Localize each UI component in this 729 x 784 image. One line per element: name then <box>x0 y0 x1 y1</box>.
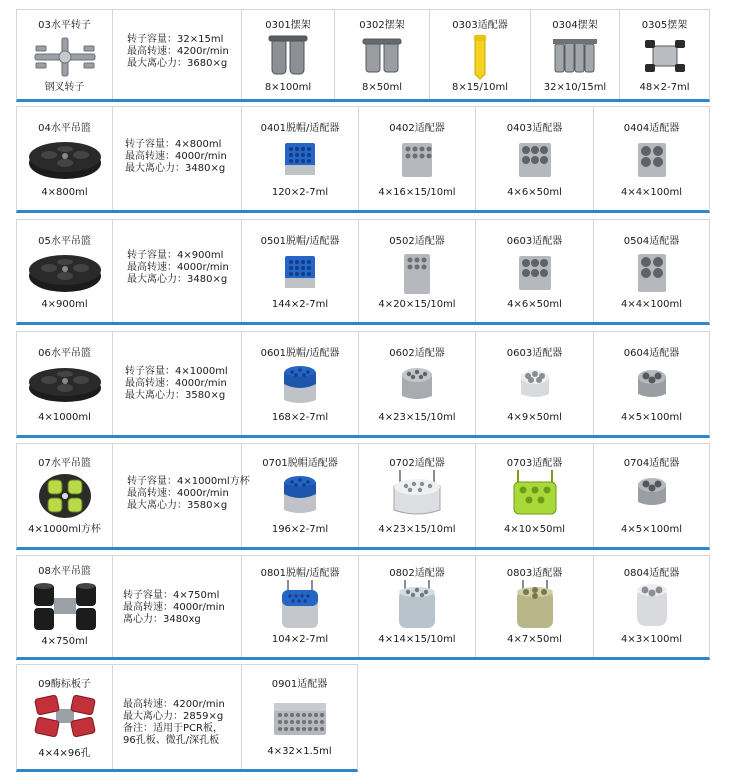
rotor-row-09 <box>16 664 358 772</box>
item-cell <box>359 556 476 657</box>
item-cell <box>620 10 709 99</box>
spec-line: 最大离心力：3480×g <box>125 163 226 174</box>
spec-cell <box>113 107 242 210</box>
item-cell <box>242 332 359 435</box>
basket-rotor-icon <box>27 364 103 404</box>
spec-list <box>127 34 229 70</box>
spec-line: 最高转速：4200r/min <box>123 699 225 710</box>
item-cell <box>594 220 709 322</box>
item-caption: 4×10×50ml <box>503 524 566 535</box>
item-cell <box>594 444 709 547</box>
cross-holder-icon <box>641 34 689 78</box>
blue-rack-icon <box>283 254 317 290</box>
item-cell <box>476 107 594 210</box>
item-caption: 48×2-7ml <box>639 82 690 93</box>
spec-list <box>123 699 225 747</box>
multi-holder-icon <box>551 34 599 78</box>
item-caption: 8×15/10ml <box>451 82 509 93</box>
spec-line: 转子容量：4×1000ml方杯 <box>127 476 250 487</box>
item-caption: 104×2-7ml <box>271 634 329 645</box>
item-caption: 4×4×100ml <box>620 187 683 198</box>
spec-line: 最大离心力：3680×g <box>127 58 228 69</box>
fork-rotor-icon <box>30 34 100 80</box>
grey-block-many-icon <box>402 252 432 296</box>
rotor-caption: 4×1000ml方杯 <box>28 524 101 535</box>
white-pin-block-icon <box>390 468 444 518</box>
grey-block-many-icon <box>400 141 434 179</box>
item-caption: 4×6×50ml <box>507 187 562 198</box>
olive-cylinder-icon <box>513 578 557 632</box>
spec-line: 备注：适用于PCR板， <box>123 723 223 734</box>
blue-round-rack-icon <box>281 364 319 406</box>
item-cell <box>359 220 476 322</box>
item-caption: 8×50ml <box>362 82 402 93</box>
grey-block-four-icon <box>636 252 668 294</box>
item-cell <box>594 556 709 657</box>
item-title: 0502适配器 <box>389 236 445 247</box>
green-block-icon <box>510 468 560 518</box>
item-title: 0501脱帽/适配器 <box>260 236 340 247</box>
item-title: 0603适配器 <box>506 236 563 247</box>
item-title: 0702适配器 <box>389 458 445 469</box>
item-title: 0504适配器 <box>623 236 680 247</box>
item-cell <box>531 10 620 99</box>
rotor-title: 04水平吊篮 <box>38 123 91 134</box>
rotor-row-03 <box>16 9 710 102</box>
grey-round-four-icon <box>636 368 668 400</box>
item-caption: 4×32×1.5ml <box>267 746 332 757</box>
item-cell <box>476 556 594 657</box>
rotor-row-06 <box>16 331 710 438</box>
item-cell <box>359 444 476 547</box>
item-title: 0305摆架 <box>641 20 688 31</box>
rotor-row-05 <box>16 219 710 325</box>
item-cell <box>335 10 430 99</box>
item-title: 0803适配器 <box>506 568 563 579</box>
light-cylinder-icon <box>395 578 439 632</box>
basket-rotor-icon <box>27 252 103 294</box>
grey-round-many-icon <box>399 366 435 402</box>
rotor-title: 08水平吊篮 <box>38 566 91 577</box>
item-caption: 196×2-7ml <box>271 524 329 535</box>
blue-round-rack-icon <box>281 474 319 516</box>
item-cell <box>242 665 357 769</box>
spec-line: 转子容量：4×900ml <box>127 250 224 261</box>
spec-line: 最大离心力：2859×g <box>123 711 224 722</box>
item-caption: 4×5×100ml <box>620 524 683 535</box>
item-caption: 4×7×50ml <box>507 634 562 645</box>
grey-round-four-icon <box>636 476 668 508</box>
grey-block-four-icon <box>636 141 668 179</box>
spec-line: 转子容量：4×1000ml <box>125 366 228 377</box>
spec-line: 96孔板、微孔/深孔板 <box>123 735 220 746</box>
item-title: 0604适配器 <box>623 348 680 359</box>
item-caption: 4×23×15/10ml <box>378 524 456 535</box>
spec-cell <box>113 10 242 99</box>
rotor-caption: 4×750ml <box>41 636 88 647</box>
rotor-cell <box>17 220 113 322</box>
spec-list <box>125 139 227 175</box>
item-title: 0704适配器 <box>623 458 680 469</box>
swing-holder-icon <box>360 34 404 78</box>
bucket-rotor-icon <box>30 578 100 634</box>
item-title: 0801脱帽/适配器 <box>260 568 340 579</box>
grey-plate-icon <box>272 701 328 739</box>
rotor-title: 07水平吊篮 <box>38 458 91 469</box>
spec-list <box>127 476 250 512</box>
item-cell <box>594 332 709 435</box>
spec-line: 最大离心力：3580×g <box>125 390 226 401</box>
item-title: 0301摆架 <box>265 20 311 31</box>
item-title: 0802适配器 <box>389 568 445 579</box>
spec-cell <box>113 332 242 435</box>
rotor-title: 03水平转子 <box>38 20 91 31</box>
rotor-title: 05水平吊篮 <box>38 236 91 247</box>
spec-line: 最高转速：4000r/min <box>123 602 225 613</box>
item-title: 0404适配器 <box>623 123 680 134</box>
white-cylinder-icon <box>634 580 670 630</box>
item-cell <box>242 556 359 657</box>
rotor-caption: 4×900ml <box>41 299 88 310</box>
item-title: 0601脱帽/适配器 <box>260 348 340 359</box>
spec-list <box>125 366 228 402</box>
item-caption: 144×2-7ml <box>271 299 329 310</box>
spec-list <box>123 590 225 626</box>
blue-rack-icon <box>283 141 317 177</box>
plate-rotor-icon <box>32 691 98 741</box>
rotor-cell <box>17 332 113 435</box>
item-caption: 4×4×100ml <box>620 299 683 310</box>
basket-rotor-icon <box>27 139 103 181</box>
item-cell <box>430 10 531 99</box>
item-cell <box>476 444 594 547</box>
spec-cell <box>113 665 242 769</box>
item-caption: 4×16×15/10ml <box>378 187 456 198</box>
item-caption: 8×100ml <box>264 82 312 93</box>
spec-cell <box>113 556 242 657</box>
rotor-title: 09酶标板子 <box>38 679 91 690</box>
item-title: 0603适配器 <box>506 348 563 359</box>
square-cup-rotor-icon <box>38 472 92 520</box>
item-title: 0701脱帽适配器 <box>262 458 338 469</box>
spec-line: 最高转速：4000r/min <box>125 151 227 162</box>
rotor-cell <box>17 107 113 210</box>
rotor-caption: 4×1000ml <box>38 412 91 423</box>
rotor-caption: 钢叉转子 <box>44 82 85 93</box>
rotor-cell <box>17 10 113 99</box>
item-cell <box>242 107 359 210</box>
item-caption: 4×9×50ml <box>507 412 562 423</box>
rotor-caption: 4×800ml <box>41 187 88 198</box>
item-cell <box>242 444 359 547</box>
item-cell <box>242 220 359 322</box>
spec-list <box>127 250 229 286</box>
rotor-cell <box>17 556 113 657</box>
rotor-row-04 <box>16 106 710 213</box>
item-cell <box>594 107 709 210</box>
item-title: 0401脱帽/适配器 <box>260 123 340 134</box>
grey-block-six-icon <box>517 141 553 179</box>
item-cell <box>359 107 476 210</box>
item-cell <box>359 332 476 435</box>
spec-line: 最大离心力：3480×g <box>127 274 228 285</box>
item-title: 0403适配器 <box>506 123 563 134</box>
item-cell <box>476 332 594 435</box>
item-title: 0402适配器 <box>389 123 445 134</box>
item-title: 0302摆架 <box>359 20 405 31</box>
spec-line: 最高转速：4000r/min <box>127 262 229 273</box>
item-title: 0804适配器 <box>623 568 680 579</box>
item-title: 0901适配器 <box>271 679 328 690</box>
grey-block-six-icon <box>517 254 553 292</box>
rotor-row-07 <box>16 443 710 550</box>
item-caption: 4×20×15/10ml <box>378 299 456 310</box>
item-caption: 168×2-7ml <box>271 412 329 423</box>
item-caption: 4×14×15/10ml <box>378 634 456 645</box>
spec-line: 最大离心力：3580×g <box>127 500 228 511</box>
swing-holder-icon <box>266 32 310 78</box>
item-caption: 4×3×100ml <box>620 634 683 645</box>
spec-line: 最高转速：4000r/min <box>127 488 229 499</box>
item-title: 0602适配器 <box>389 348 445 359</box>
spec-cell <box>113 444 250 547</box>
item-title: 0304摆架 <box>552 20 598 31</box>
item-title: 0303适配器 <box>452 20 508 31</box>
rotor-cell <box>17 444 113 547</box>
spec-line: 最高转速：4000r/min <box>125 378 227 389</box>
item-caption: 32×10/15ml <box>543 82 607 93</box>
item-caption: 120×2-7ml <box>271 187 329 198</box>
item-caption: 4×6×50ml <box>507 299 562 310</box>
blue-cylinder-icon <box>278 578 322 632</box>
item-cell <box>242 10 335 99</box>
rotor-cell <box>17 665 113 769</box>
spec-line: 转子容量：4×750ml <box>123 590 220 601</box>
item-cell <box>476 220 594 322</box>
spec-line: 转子容量：4×800ml <box>125 139 222 150</box>
spec-line: 离心力：3480xg <box>123 614 201 625</box>
item-title: 0703适配器 <box>506 458 563 469</box>
spec-line: 转子容量：32×15ml <box>127 34 224 45</box>
item-caption: 4×5×100ml <box>620 412 683 423</box>
spec-cell <box>113 220 242 322</box>
spec-line: 最高转速：4200r/min <box>127 46 229 57</box>
rotor-row-08 <box>16 555 710 660</box>
item-caption: 4×23×15/10ml <box>378 412 456 423</box>
white-round-icon <box>519 368 551 400</box>
rotor-title: 06水平吊篮 <box>38 348 91 359</box>
rotor-caption: 4×4×96孔 <box>38 748 91 759</box>
tube-adapter-icon <box>470 32 490 80</box>
